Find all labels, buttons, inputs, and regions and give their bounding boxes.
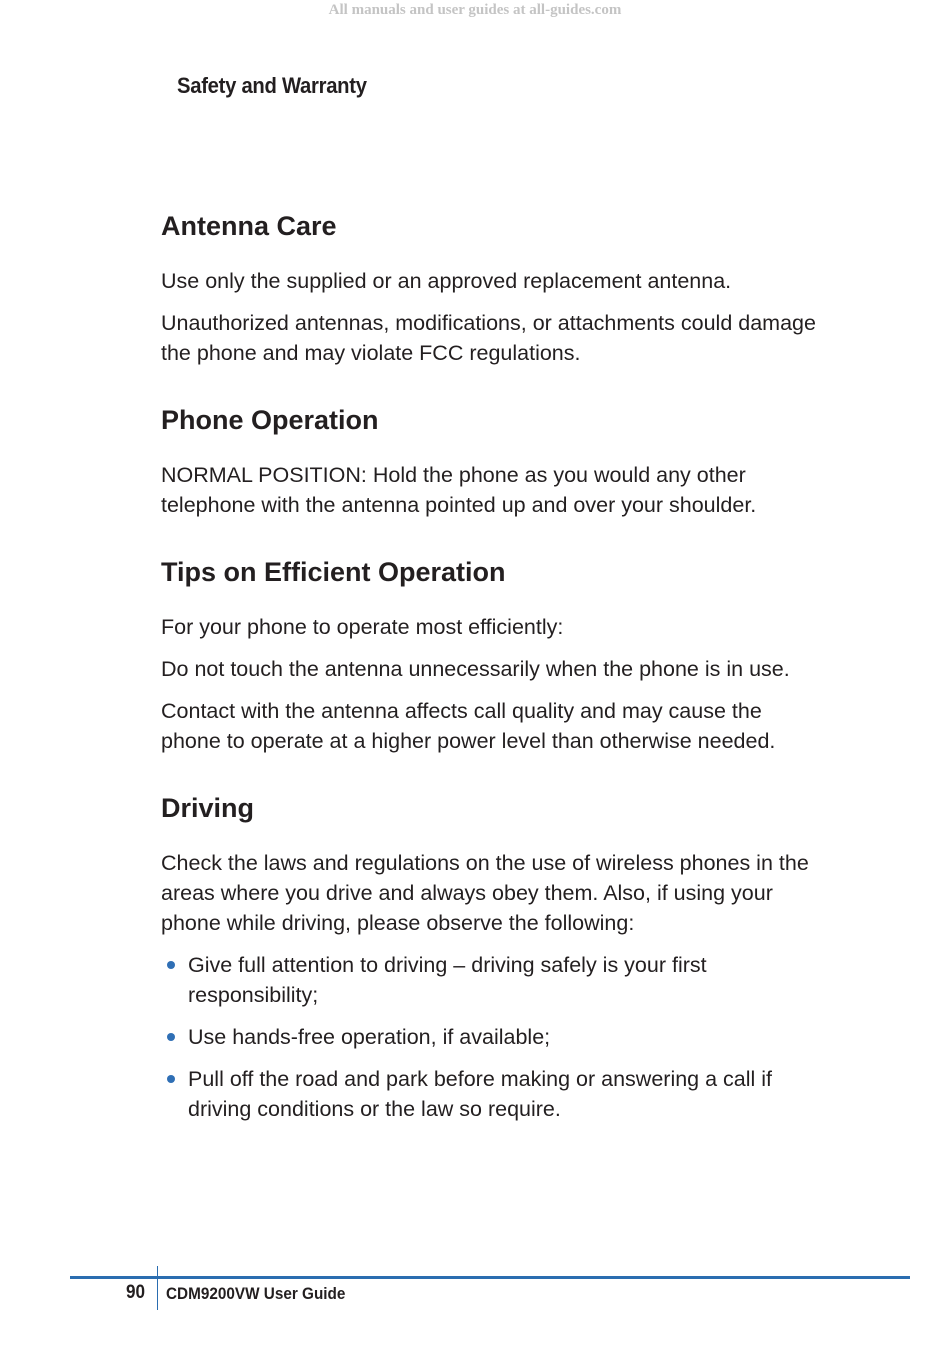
section-title-antenna-care: Antenna Care xyxy=(161,211,337,241)
list-item-text: Pull off the road and park before making or answering a call if driving conditions or the law so require. xyxy=(188,1067,773,1121)
footer-rule xyxy=(70,1276,910,1279)
bullet-icon xyxy=(167,1075,175,1083)
watermark: All manuals and user guides at all-guides.com xyxy=(328,2,622,18)
list-item-text: Use hands-free operation, if available; xyxy=(188,1025,551,1049)
page-content xyxy=(161,204,821,1154)
driving-bullet-list xyxy=(161,950,821,1124)
bullet-icon xyxy=(167,961,175,969)
paragraph: For your phone to operate most efficiently: xyxy=(161,615,564,639)
list-item xyxy=(161,950,821,1010)
paragraph: Use only the supplied or an approved replacement antenna. xyxy=(161,269,732,293)
list-item-text: Give full attention to driving – driving safely is your first responsibility; xyxy=(188,953,707,1007)
section-title-tips: Tips on Efficient Operation xyxy=(161,557,506,587)
section-phone-operation xyxy=(161,398,821,520)
list-item xyxy=(161,1022,821,1052)
paragraph: Check the laws and regulations on the use of wireless phones in the areas where you drive and always obey them. Also, if using your phone while driving, please observe the following: xyxy=(161,851,809,935)
list-item xyxy=(161,1064,821,1124)
section-title-driving: Driving xyxy=(161,793,255,823)
paragraph: NORMAL POSITION: Hold the phone as you would any other telephone with the antenna pointed up and over your shoulder. xyxy=(161,463,757,517)
paragraph: Contact with the antenna affects call quality and may cause the phone to operate at a higher power level than otherwise needed. xyxy=(161,699,776,753)
section-antenna-care xyxy=(161,204,821,368)
footer-doc-title: CDM9200VW User Guide xyxy=(166,1284,346,1303)
section-driving xyxy=(161,786,821,1124)
page-number: 90 xyxy=(126,1282,146,1303)
paragraph: Unauthorized antennas, modifications, or attachments could damage the phone and may violate FCC regulations. xyxy=(161,311,816,365)
section-tips-efficient-operation xyxy=(161,550,821,756)
running-header: Safety and Warranty xyxy=(177,73,367,98)
footer-divider-tick xyxy=(157,1266,158,1310)
section-title-phone-operation: Phone Operation xyxy=(161,405,379,435)
paragraph: Do not touch the antenna unnecessarily when the phone is in use. xyxy=(161,657,790,681)
bullet-icon xyxy=(167,1033,175,1041)
